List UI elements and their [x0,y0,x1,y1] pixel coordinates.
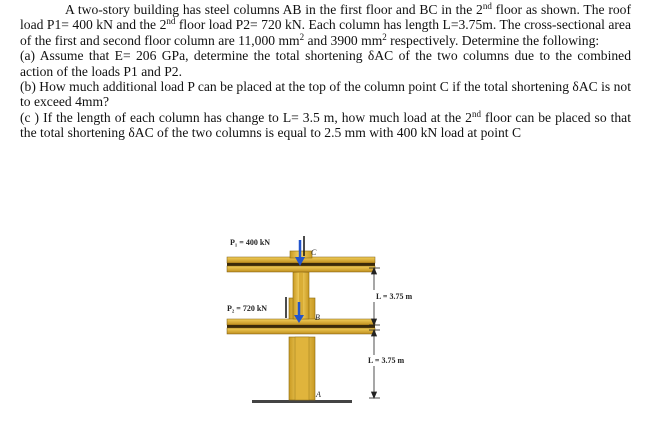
intro-text-1: A two-story building has steel columns AB in the first floor and BC in the 2 [65,2,483,17]
ground-line [252,400,352,403]
intro-text-4: and 3900 mm [304,32,383,48]
intro-text-2: floor as shown. The roof load P1= 400 kN and the 2 [20,2,631,33]
intro-sup-4: 2 [382,31,387,42]
label-p1: P₁ = 400 kN [230,238,271,247]
length-lower: L = 3.75 m [368,356,405,365]
second-floor-beam [227,319,375,334]
part-b: (b) How much additional load P can be placed at the top of the column point C if the total shortening δAC is not to exceed 4mm? [20,79,631,110]
column-bc [293,272,309,319]
part-a: (a) Assume that E= 206 GPa, determine the total shortening δAC of the two columns due to the combined action of the loads P1 and P2. [20,48,631,79]
intro-text-5: respectively. Determine the following: [386,32,600,48]
length-upper: L = 3.75 m [376,292,413,301]
label-p2: P₂ = 720 kN [227,304,268,313]
label-b: B [315,313,320,322]
intro-text-3: floor load P2= 720 kN. Each column has length L=3.75m. The cross-sectional area of the first and second floor column are 11,000 mm [20,17,631,48]
label-c: C [311,248,317,257]
label-a: A [316,390,321,399]
part-c-text-1: (c ) If the length of each column has change to L= 3.5 m, how much load at the 2 [20,109,472,125]
intro-sup-2: nd [166,16,176,27]
intro-sup-1: nd [482,1,492,11]
part-c-sup: nd [471,108,481,119]
part-c-text-2: floor can be placed so that the total shortening δAC of the two columns is equal to 2.5 mm with 400 kN load at point C [20,109,631,141]
intro-sup-3: 2 [299,31,305,42]
